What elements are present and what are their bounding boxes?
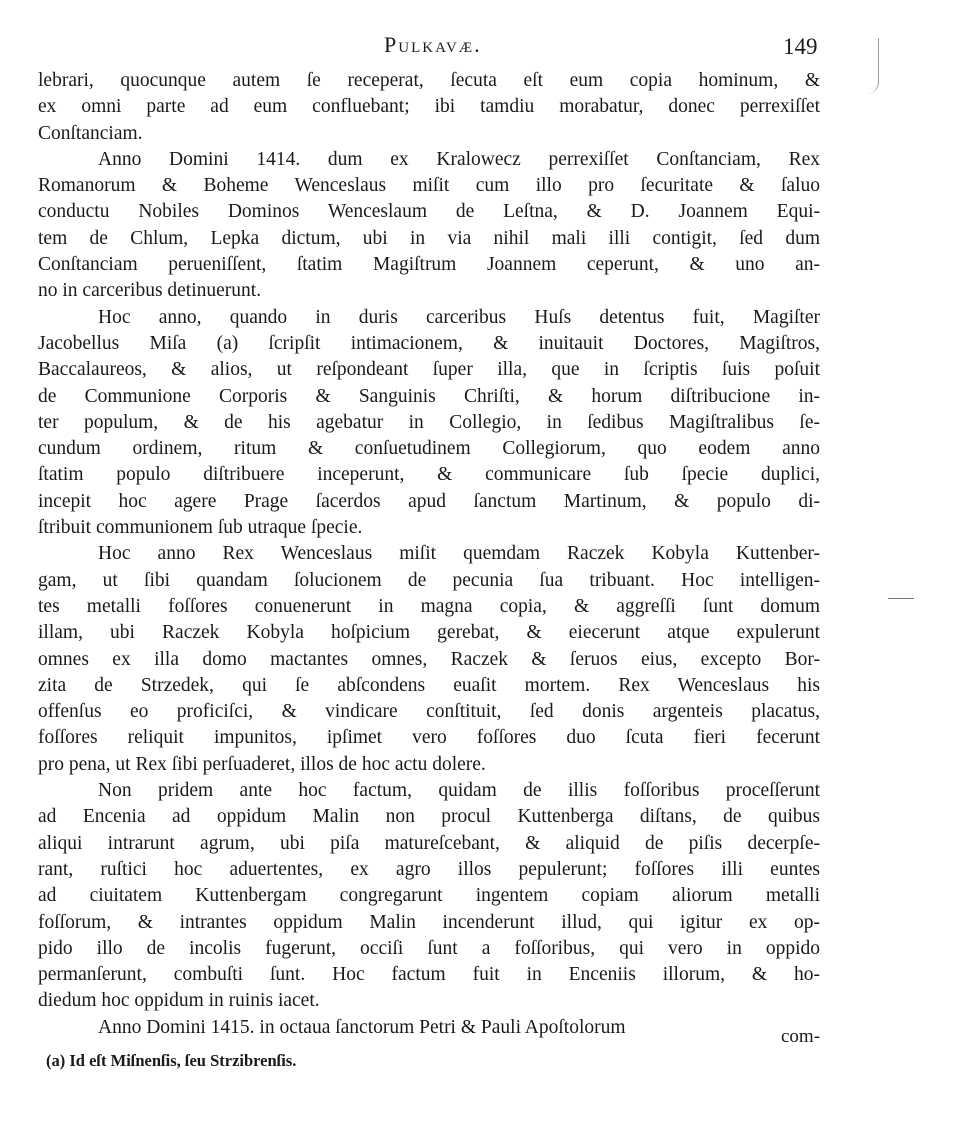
text-line: conductu Nobiles Dominos Wenceslaum de Leſtna, & D. Joannem Equi- — [38, 201, 820, 223]
text-line: tem de Chlum, Lepka dictum, ubi in via nihil mali illi contigit, ſed dum — [38, 227, 820, 249]
text-line: offenſus eo proficiſci, & vindicare conſtituit, ſed donis argenteis placatus, — [38, 701, 820, 723]
text-line: ſtribuit communionem ſub utraque ſpecie. — [38, 517, 363, 539]
text-line: de Communione Corporis & Sanguinis Chriſti, & horum diſtribucione in- — [38, 385, 820, 407]
text-line: cundum ordinem, ritum & conſuetudinem Collegiorum, quo eodem anno — [38, 438, 820, 460]
text-line: ad ciuitatem Kuttenbergam congregarunt ingentem copiam aliorum metalli — [38, 885, 820, 907]
text-line: permanſerunt, combuſti ſunt. Hoc factum fuit in Enceniis illorum, & ho- — [38, 964, 820, 986]
paragraph — [38, 147, 820, 305]
text-line: Romanorum & Boheme Wenceslaus miſit cum illo pro ſecuritate & ſaluo — [38, 175, 820, 197]
page-number: 149 — [783, 34, 818, 59]
text-line: Hoc anno Rex Wenceslaus miſit quemdam Raczek Kobyla Kuttenber- — [98, 543, 820, 565]
margin-mark — [866, 38, 879, 94]
paragraph — [38, 778, 820, 1015]
text-line: ex omni parte ad eum confluebant; ibi tamdiu morabatur, donec perrexiſſet — [38, 96, 820, 118]
text-line: foſſorum, & intrantes oppidum Malin incenderunt illud, qui igitur ex op- — [38, 911, 820, 933]
text-line: Anno Domini 1414. dum ex Kralowecz perrexiſſet Conſtanciam, Rex — [98, 148, 820, 170]
text-line: aliqui intrarunt agrum, ubi piſa matureſcebant, & aliquid de piſis decerpſe- — [38, 832, 820, 854]
footnote: (a) Id eſt Miſnenſis, ſeu Strzibrenſis. — [46, 1051, 297, 1070]
text-line: Anno Domini 1415. in octaua ſanctorum Petri & Pauli Apoſtolorum — [98, 1016, 626, 1038]
paragraph — [38, 305, 820, 542]
text-line: rant, ruſtici hoc aduertentes, ex agro illos pepulerunt; foſſores illi euntes — [38, 858, 820, 880]
text-line: Jacobellus Miſa (a) ſcripſit intimacionem, & inuitauit Doctores, Magiſtros, — [38, 332, 820, 354]
text-line: Conſtanciam perueniſſent, ſtatim Magiſtrum Joannem ceperunt, & uno an- — [38, 254, 820, 276]
text-line: ter populum, & de his agebatur in Collegio, in ſedibus Magiſtralibus ſe- — [38, 411, 820, 433]
margin-dash — [888, 598, 914, 599]
text-line: Non pridem ante hoc factum, quidam de illis foſſoribus proceſſerunt — [98, 780, 820, 802]
running-head: Pulkavæ. — [384, 32, 482, 57]
text-line: lebrari, quocunque autem ſe receperat, ſecuta eſt eum copia hominum, & — [38, 70, 820, 91]
text-line: no in carceribus detinuerunt. — [38, 280, 262, 302]
catchword: com- — [781, 1026, 821, 1047]
text-line: pido illo de incolis fugerunt, occiſi ſunt a foſſoribus, qui vero in oppido — [38, 937, 820, 959]
text-line: ad Encenia ad oppidum Malin non procul Kuttenberga diſtans, de quibus — [38, 806, 820, 828]
text-line: omnes ex illa domo mactantes omnes, Raczek & ſeruos eius, excepto Bor- — [38, 648, 820, 670]
text-line: foſſores reliquit impunitos, ipſimet vero foſſores duo ſcuta fieri fecerunt — [38, 727, 820, 749]
body-text — [38, 68, 820, 1041]
text-line: illam, ubi Raczek Kobyla hoſpicium gerebat, & eiecerunt atque expulerunt — [38, 622, 820, 644]
text-line: pro pena, ut Rex ſibi perſuaderet, illos de hoc actu dolere. — [38, 753, 486, 775]
text-line: gam, ut ſibi quandam ſolucionem de pecunia ſua tribuant. Hoc intelligen- — [38, 569, 820, 591]
text-line: zita de Strzedek, qui ſe abſcondens euaſit mortem. Rex Wenceslaus his — [38, 674, 820, 696]
text-line: ſtatim populo diſtribuere inceperunt, & communicare ſub ſpecie duplici, — [38, 464, 820, 486]
text-line: Hoc anno, quando in duris carceribus Huſs detentus fuit, Magiſter — [98, 306, 820, 328]
text-line: tes metalli foſſores conuenerunt in magna copia, & aggreſſi ſunt domum — [38, 595, 820, 617]
paragraph — [38, 68, 820, 147]
text-line: incepit hoc agere Prage ſacerdos apud ſanctum Martinum, & populo di- — [38, 490, 820, 512]
paragraph — [38, 1015, 820, 1041]
text-line: Baccalaureos, & alios, ut reſpondeant ſuper illa, que in ſcriptis ſuis poſuit — [38, 359, 820, 381]
paragraph — [38, 541, 820, 778]
text-line: diedum hoc oppidum in ruinis iacet. — [38, 990, 320, 1012]
page-header — [0, 28, 960, 68]
text-line: Conſtanciam. — [38, 122, 143, 144]
